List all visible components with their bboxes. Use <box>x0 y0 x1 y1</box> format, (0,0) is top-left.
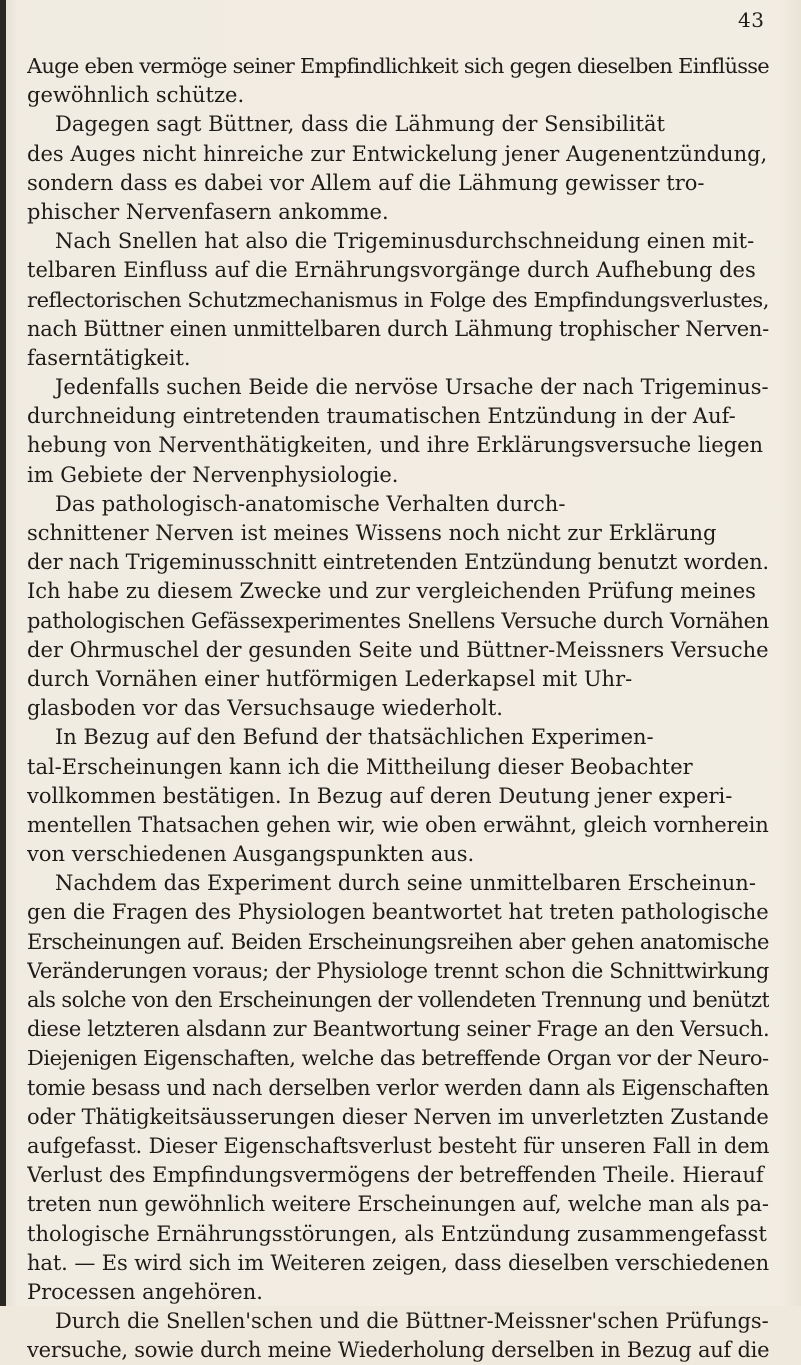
text-line: diese letzteren alsdann zur Beantwortung seiner Frage an den Versuch. <box>27 1017 769 1042</box>
text-line: mentellen Thatsachen gehen wir, wie oben erwähnt, gleich vornherein <box>27 812 769 837</box>
text-line: Verlust des Empfindungsvermögens der betreffenden Theile. Hierauf <box>27 1163 764 1188</box>
text-line: vollkommen bestätigen. In Bezug auf deren Deutung jener experi- <box>27 783 733 808</box>
text-line: aufgefasst. Dieser Eigenschaftsverlust besteht für unseren Fall in dem <box>27 1133 769 1158</box>
text-line: telbaren Einfluss auf die Ernährungsvorgänge durch Aufhebung des <box>27 258 756 283</box>
text-line: von verschiedenen Ausgangspunkten aus. <box>27 842 475 867</box>
text-line: glasboden vor das Versuchsauge wiederholt. <box>27 696 503 721</box>
text-line: tal-Erscheinungen kann ich die Mittheilung dieser Beobachter <box>27 754 693 779</box>
text-line: In Bezug auf den Befund der thatsächlichen Experimen- <box>55 725 654 750</box>
text-line: oder Thätigkeitsäusserungen dieser Nerven im unverletzten Zustande <box>27 1104 769 1129</box>
text-line: treten nun gewöhnlich weitere Erscheinungen auf, welche man als pa- <box>27 1192 769 1217</box>
text-line: faserntätigkeit. <box>27 345 191 370</box>
text-line: Auge eben vermöge seiner Empfindlichkeit sich gegen dieselben Einflüsse <box>27 54 769 78</box>
text-line: tomie besass und nach derselben verlor werden dann als Eigenschaften <box>27 1075 769 1100</box>
text-line: durchneidung eintretenden traumatischen Entzündung in der Auf- <box>27 404 736 429</box>
text-line: der nach Trigeminusschnitt eintretenden Entzündung benutzt worden. <box>27 550 769 575</box>
text-line: Durch die Snellen'schen und die Büttner-Meissner'schen Prüfungs- <box>55 1309 769 1334</box>
text-line: als solche von den Erscheinungen der vollendeten Trennung und benützt <box>27 988 769 1012</box>
text-line: thologische Ernährungsstörungen, als Entzündung zusammengefasst <box>27 1221 767 1246</box>
text-line: Dagegen sagt Büttner, dass die Lähmung der Sensibilität <box>55 112 665 137</box>
text-line: gewöhnlich schütze. <box>27 83 245 108</box>
text-line: sondern dass es dabei vor Allem auf die Lähmung gewisser tro- <box>27 170 705 195</box>
text-line: Ich habe zu diesem Zwecke und zur vergleichenden Prüfung meines <box>27 579 756 604</box>
text-line: Das pathologisch-anatomische Verhalten durch- <box>55 491 566 516</box>
text-line: hat. — Es wird sich im Weiteren zeigen, dass dieselben verschiedenen <box>27 1250 769 1275</box>
text-line: im Gebiete der Nervenphysiologie. <box>27 462 399 487</box>
text-line: nach Büttner einen unmittelbaren durch Lähmung trophischer Nerven- <box>27 316 769 341</box>
text-line: Processen angehören. <box>27 1279 263 1304</box>
text-line: versuche, sowie durch meine Wiederholung derselben in Bezug auf die <box>27 1338 769 1363</box>
text-line: Nach Snellen hat also die Trigeminusdurchschneidung einen mit- <box>55 229 755 254</box>
text-line: hebung von Nerventhätigkeiten, und ihre Erklärungsversuche liegen <box>27 433 764 458</box>
body-text <box>27 52 769 1365</box>
text-line: reflectorischen Schutzmechanismus in Folge des Empfindungsverlustes, <box>27 287 769 312</box>
page-binding-edge <box>0 0 6 1306</box>
text-line: durch Vornähen einer hutförmigen Lederkapsel mit Uhr- <box>27 666 633 691</box>
text-line: Jedenfalls suchen Beide die nervöse Ursache der nach Trigeminus- <box>55 375 769 400</box>
text-line: Diejenigen Eigenschaften, welche das betreffende Organ vor der Neuro- <box>27 1046 769 1071</box>
text-line: Nachdem das Experiment durch seine unmittelbaren Erscheinun- <box>55 871 756 896</box>
text-line: der Ohrmuschel der gesunden Seite und Büttner-Meissners Versuche <box>27 637 769 662</box>
text-line: schnittener Nerven ist meines Wissens noch nicht zur Erklärung <box>27 521 717 545</box>
text-line: des Auges nicht hinreiche zur Entwickelung jener Augenentzündung, <box>27 141 768 166</box>
text-line: Veränderungen voraus; der Physiologe trennt schon die Schnittwirkung <box>27 958 769 983</box>
page-number: 43 <box>738 8 765 32</box>
text-line: gen die Fragen des Physiologen beantwortet hat treten pathologische <box>27 900 769 925</box>
text-line: phischer Nervenfasern ankomme. <box>27 199 389 224</box>
text-line: Erscheinungen auf. Beiden Erscheinungsreihen aber gehen anatomische <box>27 929 769 954</box>
text-line: pathologischen Gefässexperimentes Snellens Versuche durch Vornähen <box>27 608 769 633</box>
